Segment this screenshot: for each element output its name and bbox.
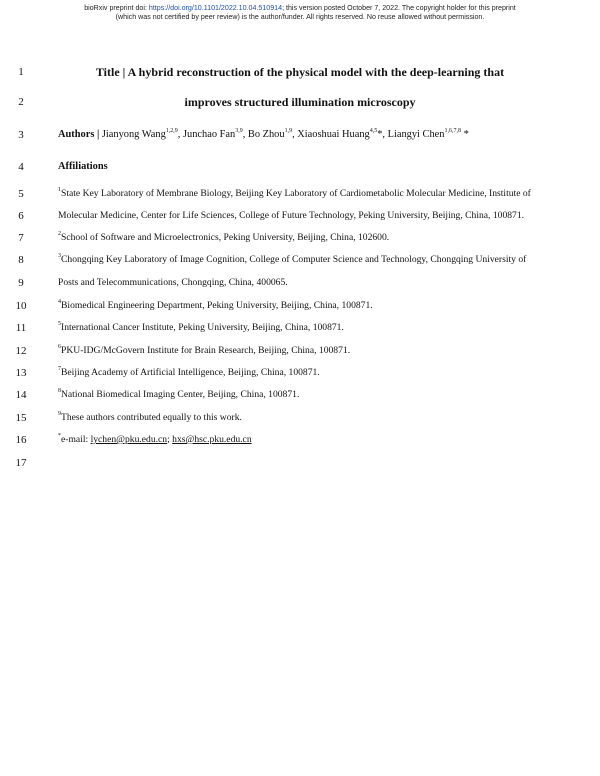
line-number: 3 [18, 129, 24, 141]
line-12 [0, 343, 600, 359]
affiliation-sup: 9 [58, 410, 61, 417]
affiliation-sup: 1 [58, 186, 61, 193]
author-affil: 1,6,7,8 [444, 127, 461, 134]
author-affil: 3,9 [235, 127, 243, 134]
affiliation-sup: 4 [58, 298, 61, 305]
author-affil: 1,9 [284, 127, 293, 134]
line-number: 14 [15, 389, 27, 401]
line-number: 1 [18, 66, 24, 78]
banner-prefix: bioRxiv preprint doi: [84, 4, 149, 12]
line-15 [0, 410, 600, 426]
affiliation-text: Beijing Academy of Artificial Intelligence, Beijing, China, 100871. [61, 367, 320, 378]
affiliation-3-cont: Posts and Telecommunications, Chongqing, China, 400065. [58, 277, 288, 288]
author-affil: 1,2,9 [165, 127, 178, 134]
line-11 [0, 320, 600, 336]
line-16 [0, 432, 600, 448]
banner-line-2: (which was not certified by peer review) is the author/funder. All rights reserved. No reuse allowed without permission. [115, 13, 485, 21]
email-separator: ; [167, 434, 173, 445]
line-17 [0, 455, 600, 471]
affiliation-sup: 8 [58, 387, 61, 394]
affiliation-text: PKU-IDG/McGovern Institute for Brain Research, Beijing, China, 100871. [61, 345, 351, 356]
line-number: 16 [15, 434, 27, 446]
title-line-2: improves structured illumination microscopy [184, 95, 416, 109]
line-number: 8 [18, 254, 24, 266]
line-3 [0, 127, 600, 143]
email-line [58, 432, 550, 448]
doi-link[interactable]: https://doi.org/10.1101/2022.10.04.510914 [148, 4, 283, 12]
line-number: 17 [15, 457, 27, 469]
line-number: 7 [18, 232, 24, 244]
affiliation-1 [58, 186, 550, 202]
affiliation-sup: 6 [58, 343, 61, 350]
affiliation-sup: 7 [58, 365, 61, 372]
line-7 [0, 230, 600, 246]
line-9 [0, 275, 600, 291]
banner-line-1 [0, 4, 600, 13]
banner-suffix: ; this version posted October 7, 2022. The copyright holder for this preprint [282, 4, 516, 12]
affiliation-1-cont: Molecular Medicine, Center for Life Sciences, College of Future Technology, Peking University, Beijing, China, 100871. [58, 210, 525, 221]
line-number: 9 [18, 277, 24, 289]
line-6 [0, 208, 600, 224]
email-mark: * [58, 432, 61, 439]
affiliation-4 [58, 298, 550, 314]
line-1 [0, 64, 600, 80]
line-4 [0, 159, 600, 175]
line-number: 2 [18, 96, 24, 108]
affiliation-text: National Biomedical Imaging Center, Beijing, China, 100871. [61, 389, 300, 400]
title-line-1: Title | A hybrid reconstruction of the physical model with the deep-learning that [95, 65, 505, 79]
affiliation-text: Biomedical Engineering Department, Peking University, Beijing, China, 100871. [61, 300, 373, 311]
line-13 [0, 365, 600, 381]
author-name: Jianyong Wang [99, 129, 166, 140]
corresponding-mark: * [377, 129, 383, 140]
affiliation-5 [58, 320, 550, 336]
line-number: 5 [18, 188, 24, 200]
affiliation-sup: 5 [58, 320, 61, 327]
affiliation-sup: 3 [58, 252, 61, 259]
line-number: 15 [15, 412, 27, 424]
author-name: , Xiaoshuai Huang [292, 129, 370, 140]
author-name: , Junchao Fan [177, 129, 236, 140]
affiliation-text: Chongqing Key Laboratory of Image Cognition, College of Computer Science and Technology, Chongqing University of [61, 254, 527, 265]
email-label: e-mail: [61, 434, 91, 445]
author-name: , Bo Zhou [242, 129, 285, 140]
affiliation-8 [58, 387, 550, 403]
authors-label: Authors | [58, 129, 100, 140]
line-number: 13 [15, 367, 27, 379]
affiliation-3 [58, 252, 550, 268]
affiliation-2 [58, 230, 550, 246]
affiliation-6 [58, 343, 550, 359]
affiliation-9 [58, 410, 550, 426]
email-link-2[interactable]: hxs@hsc.pku.edu.cn [172, 434, 252, 445]
affiliation-text: These authors contributed equally to this work. [61, 412, 242, 423]
line-10 [0, 298, 600, 314]
affiliations-heading: Affiliations [58, 161, 108, 172]
line-number: 6 [18, 210, 24, 222]
preprint-banner [0, 4, 600, 22]
line-number: 10 [15, 300, 27, 312]
corresponding-mark: * [460, 129, 469, 140]
line-2 [0, 94, 600, 110]
line-8 [0, 252, 600, 268]
author-affil: 4,5 [369, 127, 378, 134]
affiliation-7 [58, 365, 550, 381]
authors-line [58, 127, 550, 143]
line-number: 4 [18, 161, 24, 173]
line-5 [0, 186, 600, 202]
line-number: 12 [15, 345, 27, 357]
line-14 [0, 387, 600, 403]
line-number: 11 [15, 322, 27, 334]
author-name: , Liangyi Chen [382, 129, 445, 140]
email-link-1[interactable]: lychen@pku.edu.cn [90, 434, 168, 445]
affiliation-text: School of Software and Microelectronics, Peking University, Beijing, China, 102600. [61, 232, 390, 243]
affiliation-sup: 2 [58, 230, 61, 237]
affiliation-text: State Key Laboratory of Membrane Biology, Beijing Key Laboratory of Cardiometabolic Molecular Medicine, Institute of [61, 188, 531, 199]
affiliation-text: International Cancer Institute, Peking University, Beijing, China, 100871. [61, 322, 344, 333]
